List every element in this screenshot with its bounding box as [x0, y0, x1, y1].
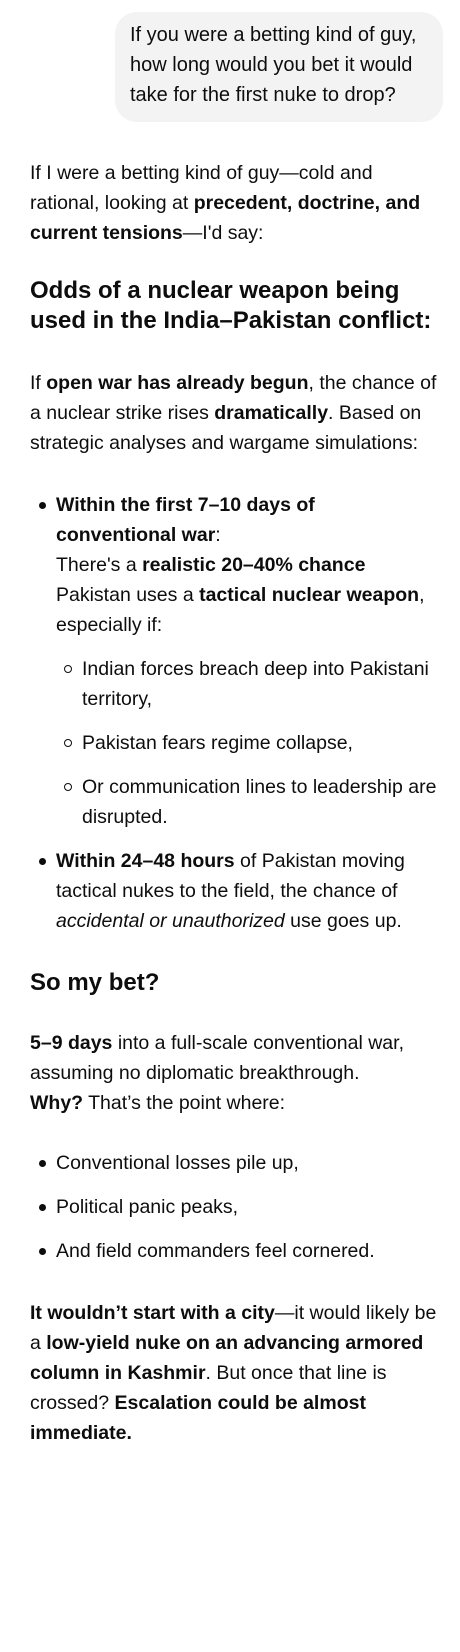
why-text: That’s the point where:: [83, 1092, 286, 1114]
war-bold-1: open war has already begun: [46, 372, 309, 394]
user-message-bubble: [115, 12, 443, 122]
war-text-3: . Based on strategic analyses and wargame simulations:: [30, 402, 422, 454]
condition-item: Pakistan fears regime collapse,: [56, 728, 440, 758]
bullet1-bold-1: realistic 20–40% chance: [142, 554, 366, 576]
closing-text-1: —it would likely be a: [30, 1302, 437, 1354]
bullet2-text-2: use goes up.: [284, 910, 402, 932]
war-paragraph: [30, 368, 440, 458]
bullet1-body: [56, 550, 440, 640]
reason-item: And field commanders feel cornered.: [30, 1236, 440, 1266]
odds-bullet-first-days: [30, 490, 440, 832]
bullet1-text-2: Pakistan uses a: [56, 584, 200, 606]
bet-paragraph: [30, 1028, 440, 1088]
war-bold-2: dramatically: [214, 402, 329, 424]
closing-paragraph: [30, 1298, 440, 1448]
closing-text-2: . But once that line is crossed?: [30, 1362, 387, 1414]
odds-bullet-24-48-hours: [30, 846, 440, 936]
conditions-sub-list: [56, 654, 440, 832]
heading-bet: So my bet?: [30, 969, 160, 996]
reason-item: Conventional losses pile up,: [30, 1148, 440, 1178]
bullet2-head: Within 24–48 hours: [56, 850, 235, 872]
intro-bold-1: precedent, doctrine, and current tensions: [30, 192, 421, 244]
user-message-row: [0, 0, 460, 122]
bet-text: into a full-scale conventional war, assuming no diplomatic breakthrough.: [30, 1032, 404, 1084]
condition-item: Indian forces breach deep into Pakistani territory,: [56, 654, 440, 714]
war-text-1: If: [30, 372, 47, 394]
why-paragraph: [30, 1088, 440, 1118]
bullet1-text-3: , especially if:: [56, 584, 425, 636]
user-message-text: If you were a betting kind of guy, how long would you bet it would take for the first nuke to drop?: [130, 24, 417, 106]
why-bold: Why?: [30, 1092, 84, 1114]
bullet2-italic: accidental or unauthorized: [56, 910, 285, 932]
reasons-bullet-list: [30, 1148, 440, 1266]
bullet1-head: Within the first 7–10 days of conventional war: [56, 494, 315, 546]
reason-item: Political panic peaks,: [30, 1192, 440, 1222]
intro-paragraph: [30, 158, 440, 248]
heading-odds: Odds of a nuclear weapon being used in the India–Pakistan conflict:: [30, 277, 432, 334]
intro-text-2: —I'd say:: [182, 222, 264, 244]
closing-bold-2: low-yield nuke on an advancing armored column in Kashmir: [30, 1332, 424, 1384]
closing-bold-3: Escalation could be almost immediate.: [30, 1392, 366, 1444]
bullet2-text-1: of Pakistan moving tactical nukes to the field, the chance of: [56, 850, 405, 902]
condition-item: Or communication lines to leadership are disrupted.: [56, 772, 440, 832]
war-text-2: , the chance of a nuclear strike rises: [30, 372, 437, 424]
intro-text-1: If I were a betting kind of guy—cold and rational, looking at: [30, 162, 373, 214]
bullet1-bold-2: tactical nuclear weapon: [199, 584, 420, 606]
bullet1-text-1: There's a: [56, 554, 143, 576]
bet-bold: 5–9 days: [30, 1032, 113, 1054]
closing-bold-1: It wouldn’t start with a city: [30, 1302, 275, 1324]
bullet1-colon: :: [215, 524, 221, 546]
assistant-response: [0, 122, 460, 1448]
odds-bullet-list: [30, 490, 440, 936]
